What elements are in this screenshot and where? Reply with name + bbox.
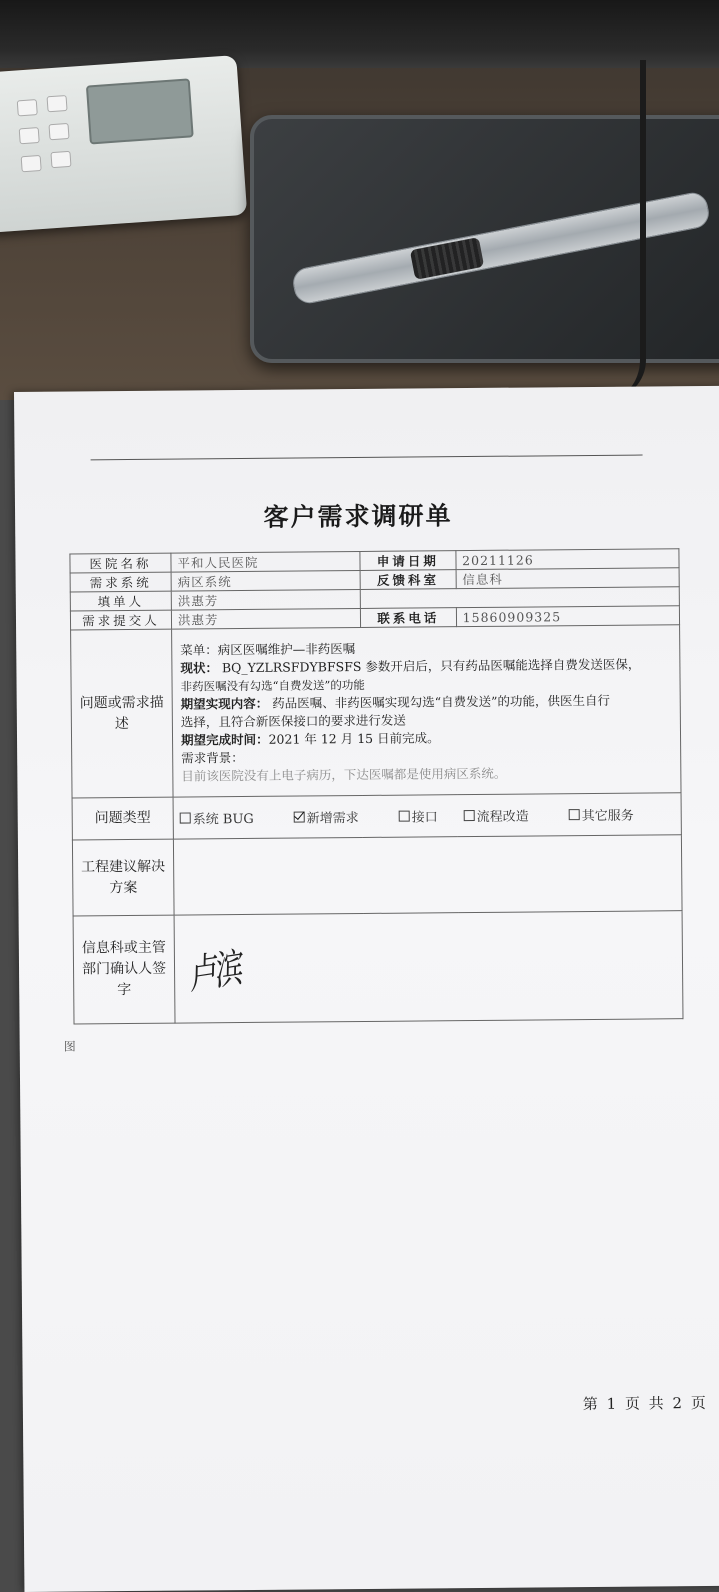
- description-content: [172, 625, 681, 797]
- status-key: 现状：: [180, 659, 218, 676]
- system-value: 病区系统: [171, 570, 360, 591]
- option-new-requirement[interactable]: [294, 811, 377, 827]
- paper-sheet: [14, 385, 719, 1592]
- cable: [600, 60, 646, 400]
- solution-label-text: 工程建议解决方案: [81, 858, 166, 896]
- remote-screen: [86, 78, 194, 144]
- problem-type-label: 问题类型: [72, 797, 173, 840]
- description-label: [71, 629, 173, 798]
- desk-background: [0, 0, 719, 400]
- status-text-2: 非药医嘱没有勾选“自费发送”的功能: [180, 677, 365, 694]
- dept-value: 信息科: [456, 568, 680, 589]
- checkbox-icon[interactable]: [180, 812, 191, 823]
- description-menu: 菜单：病区医嘱维护—非药医嘱: [180, 640, 356, 658]
- submitter-value: 洪惠芳: [171, 608, 360, 629]
- remote-button: [21, 155, 42, 172]
- checkbox-icon[interactable]: [399, 811, 410, 822]
- option-label: 流程改造: [476, 809, 529, 825]
- requirement-form: [69, 548, 683, 1024]
- phone-value: 15860909325: [456, 606, 680, 627]
- checkbox-checked-icon[interactable]: [294, 811, 305, 822]
- document-title: 客户需求调研单: [263, 501, 453, 532]
- option-system-bug[interactable]: [180, 812, 272, 828]
- remote-button: [47, 95, 68, 112]
- option-label: 其它服务: [581, 808, 634, 825]
- submitter-label: 需求提交人: [70, 610, 171, 630]
- expect-text-2: 选择，且符合新医保接口的要求进行发送: [180, 712, 406, 730]
- problem-type-options: [173, 793, 681, 839]
- option-interface[interactable]: [399, 810, 456, 825]
- confirm-label: [73, 915, 175, 1024]
- figure-mark: 图: [63, 1039, 76, 1054]
- header-rule: [91, 455, 643, 461]
- solution-label: [72, 839, 174, 916]
- checkbox-icon[interactable]: [569, 809, 580, 820]
- monitor-bezel: [0, 0, 719, 68]
- handwritten-signature: 卢滨: [185, 945, 242, 999]
- phone-label: 联系电话: [360, 608, 456, 628]
- remote-button: [50, 151, 71, 168]
- dept-label: 反馈科室: [360, 570, 456, 590]
- remote-button: [19, 127, 40, 144]
- apply-date-value: 20211126: [456, 549, 680, 570]
- background-key: 需求背景：: [181, 749, 244, 766]
- option-label: 系统 BUG: [192, 811, 254, 828]
- checkbox-icon[interactable]: [464, 810, 475, 821]
- option-label: 接口: [411, 810, 438, 826]
- status-text: BQ_YZLRSFDYBFSFS 参数开启后，只有药品医嘱能选择自费发送医保，: [217, 656, 641, 675]
- page-footer: 第 1 页 共 2 页: [582, 1393, 708, 1414]
- hospital-value: 平和人民医院: [171, 551, 360, 572]
- background-text: 目前该医院没有上电子病历，下达医嘱都是使用病区系统。: [181, 765, 507, 784]
- deadline-text: 2021 年 12 月 15 日前完成。: [268, 729, 440, 747]
- filler-value: 洪惠芳: [171, 589, 360, 610]
- remote-button: [48, 123, 69, 140]
- option-process[interactable]: [464, 809, 547, 825]
- expect-key: 期望实现内容：: [180, 695, 269, 712]
- system-label: 需求系统: [70, 572, 171, 592]
- remote-control: [0, 55, 247, 233]
- apply-date-label: 申请日期: [360, 551, 456, 571]
- confirm-label-text: 信息科或主管部门确认人签字: [81, 939, 167, 999]
- solution-content: [173, 835, 682, 915]
- signature-cell: [174, 911, 683, 1023]
- option-other[interactable]: [569, 808, 652, 824]
- description-label-text: 问题或需求描述: [79, 694, 164, 732]
- expect-text: 药品医嘱、非药医嘱实现勾选“自费发送”的功能，供医生自行: [268, 692, 611, 711]
- option-label: 新增需求: [306, 811, 359, 827]
- hospital-label: 医院名称: [70, 553, 171, 573]
- filler-label: 填单人: [70, 591, 171, 611]
- deadline-key: 期望完成时间：: [180, 731, 269, 748]
- remote-button: [17, 99, 38, 116]
